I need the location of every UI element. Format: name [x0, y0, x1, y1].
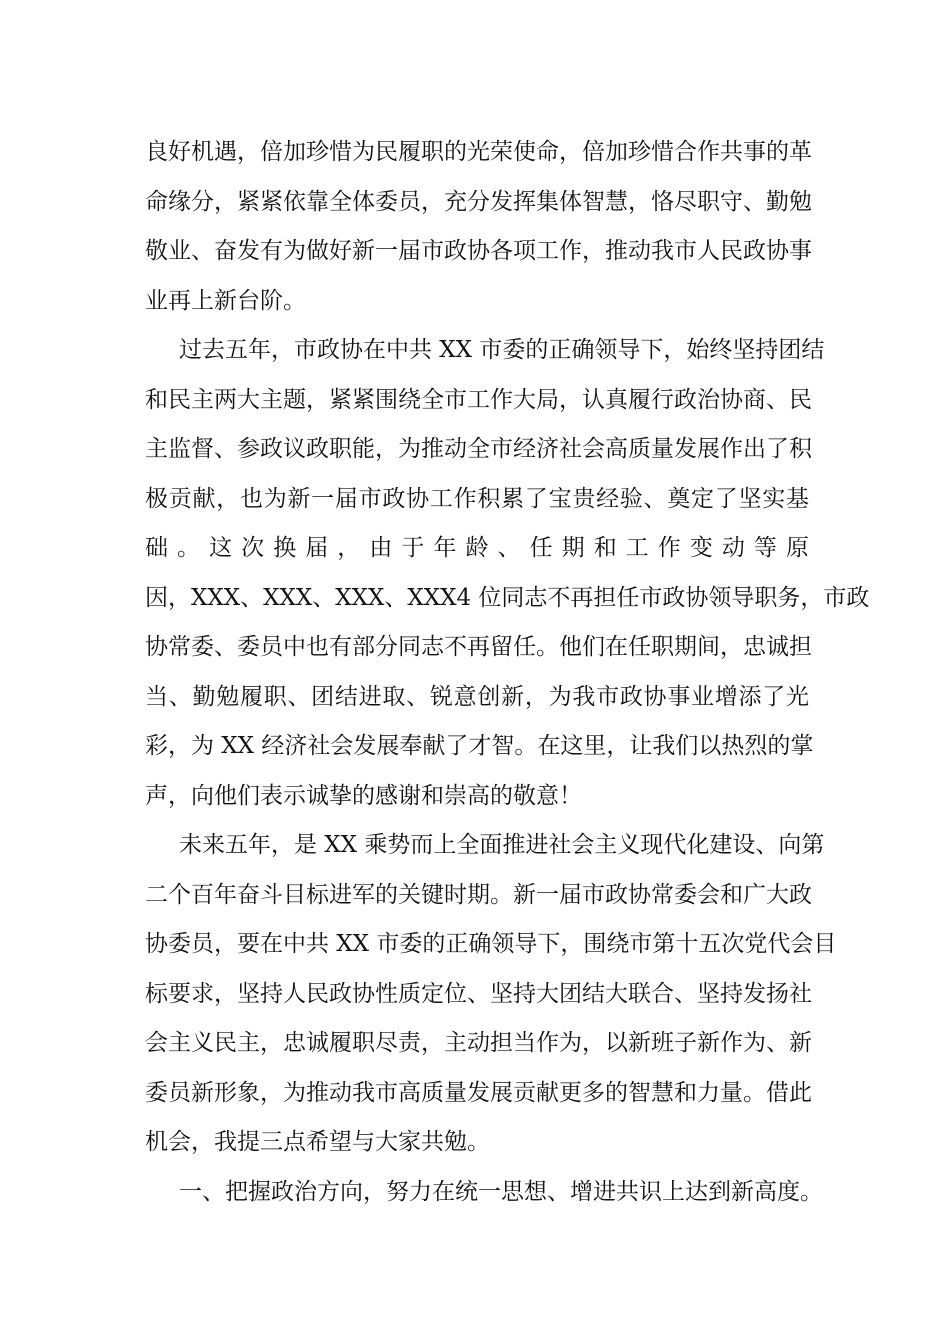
text-line: 声，向他们表示诚挚的感谢和崇高的敬意！	[145, 782, 582, 809]
text-line: 彩，为 XX 经济社会发展奉献了才智。在这里，让我们以热烈的掌	[145, 733, 814, 759]
paragraph	[145, 821, 837, 1168]
text-line: 会主义民主，忠诚履职尽责，主动担当作为，以新班子新作为、新	[145, 1030, 812, 1056]
document-body	[145, 128, 870, 1217]
text-line: 过去五年，市政协在中共 XX 市委的正确领导下，始终坚持团结	[179, 337, 825, 363]
text-line: 极贡献，也为新一届市政协工作积累了宝贵经验、奠定了坚实基	[145, 485, 809, 512]
text-line: 二个百年奋斗目标进军的关键时期。新一届市政协常委会和广大政	[145, 881, 812, 908]
text-line: 未来五年，是 XX 乘势而上全面推进社会主义现代化建设、向第	[179, 832, 825, 858]
text-line: 主监督、参政议政职能，为推动全市经济社会高质量发展作出了积	[145, 436, 812, 462]
text-line: 业再上新台阶。	[145, 287, 306, 314]
paragraph	[145, 128, 812, 326]
text-line: 一、把握政治方向，努力在统一思想、增进共识上达到新高度。	[179, 1178, 823, 1205]
text-line: 础 。 这 次 换 届 ， 由 于 年 龄 、 任 期 和 工 作 变 动 等 原	[145, 535, 809, 561]
text-line: 良好机遇，倍加珍惜为民履职的光荣使命，倍加珍惜合作共事的革	[145, 139, 812, 165]
text-line: 委员新形象，为推动我市高质量发展贡献更多的智慧和力量。借此	[145, 1079, 812, 1106]
paragraph	[145, 1168, 823, 1218]
text-line: 协委员，要在中共 XX 市委的正确领导下，围绕市第十五次党代会目	[145, 931, 837, 957]
text-line: 标要求，坚持人民政协性质定位、坚持大团结大联合、坚持发扬社	[145, 980, 812, 1007]
paragraph	[145, 326, 870, 821]
text-line: 当、勤勉履职、团结进取、锐意创新，为我市政协事业增添了光	[145, 683, 809, 710]
text-line: 机会，我提三点希望与大家共勉。	[145, 1129, 490, 1155]
text-line: 命缘分，紧紧依靠全体委员，充分发挥集体智慧，恪尽职守、勤勉	[145, 188, 812, 215]
text-line: 和民主两大主题，紧紧围绕全市工作大局，认真履行政治协商、民	[145, 386, 812, 413]
text-line: 协常委、委员中也有部分同志不再留任。他们在任职期间，忠诚担	[145, 634, 812, 660]
text-line: 因，XXX、XXX、XXX、XXX4 位同志不再担任市政协领导职务，市政	[145, 584, 870, 611]
text-line: 敬业、奋发有为做好新一届市政协各项工作，推动我市人民政协事	[145, 238, 812, 264]
